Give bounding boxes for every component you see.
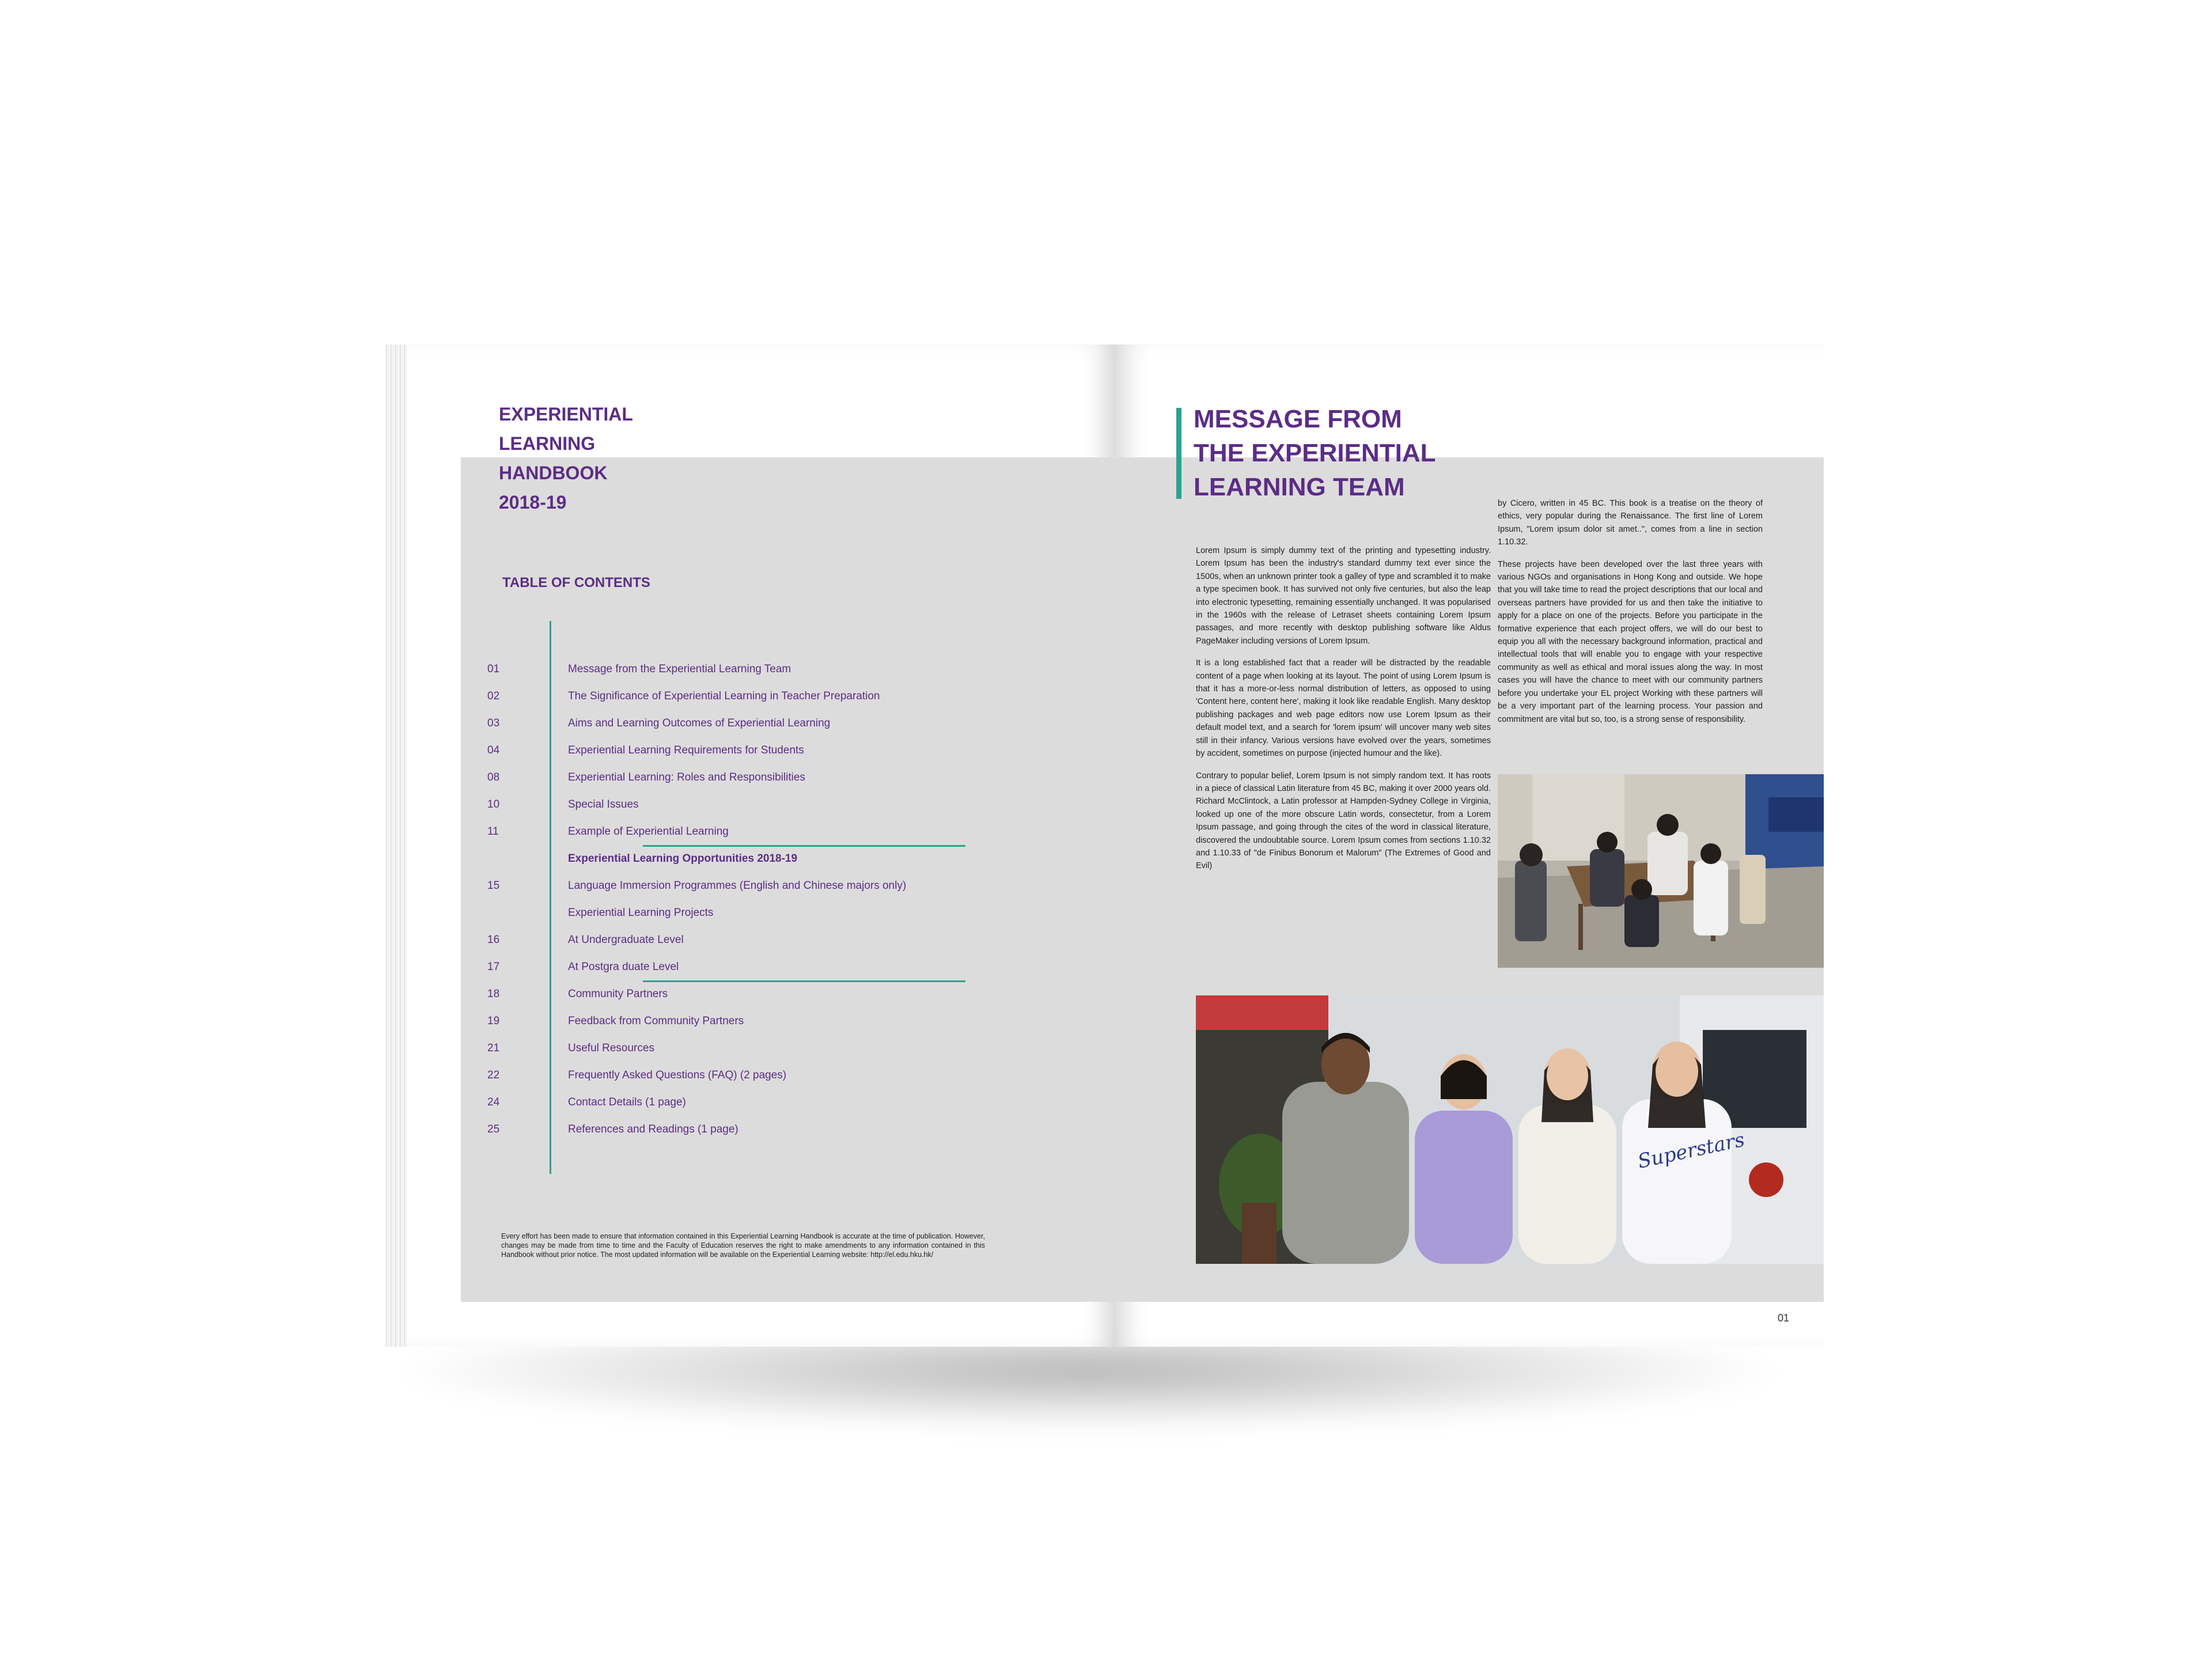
toc-entry[interactable] xyxy=(487,980,891,1007)
toc-entry[interactable] xyxy=(487,899,891,926)
toc-entry[interactable] xyxy=(487,764,891,791)
body-paragraph: Lorem Ipsum is simply dummy text of the printing and typesetting industry. Lorem Ipsum has been the industry's standard dummy text ever since the 1500s, when an unknown printer took a galley of type and scrambled it to make a type specimen book. It has survived not only five centuries, but also the leap into electronic typesetting, remaining essentially unchanged. It was popularised in the 1960s with the release of Letraset sheets containing Lorem Ipsum passages, and more recently with desktop publishing software like Aldus PageMaker including versions of Lorem Ipsum. xyxy=(1196,546,1491,646)
body-paragraph: It is a long established fact that a reader will be distracted by the readable content of a page when looking at its layout. The point of using Lorem Ipsum is that it has a more-or-less normal distribution of letters, as opposed to using 'Content here, content here', making it look like readable English. Many desktop publishing packages and web page editors now use Lorem Ipsum as their default model text, and a search for 'lorem ipsum' will uncover many web sites still in their infancy. Various versions have evolved over the years, sometimes by accident, sometimes on purpose (injected humour and the like). xyxy=(1196,658,1491,759)
toc-page-number: 08 xyxy=(487,771,500,783)
toc-page-number: 19 xyxy=(487,1015,500,1027)
toc-entry-title: Useful Resources xyxy=(568,1042,654,1054)
toc-entry-title: Experiential Learning Projects xyxy=(568,907,714,919)
toc-page-number: 15 xyxy=(487,880,500,892)
toc-entry-title: Contact Details (1 page) xyxy=(568,1096,686,1108)
toc-entry-title: Experiential Learning Opportunities 2018-19 xyxy=(568,853,798,865)
toc-entry[interactable] xyxy=(487,926,891,953)
toc-entry-title: Example of Experiential Learning xyxy=(568,825,729,838)
handbook-title-line: 2018-19 xyxy=(499,492,567,513)
message-title-line: THE EXPERIENTIAL xyxy=(1194,439,1436,467)
message-title xyxy=(1194,402,1493,504)
body-column-2 xyxy=(1498,497,1763,735)
toc-entry-title: Special Issues xyxy=(568,798,639,810)
svg-text:Superstars: Superstars xyxy=(1635,1128,1747,1173)
toc-entry[interactable] xyxy=(487,818,891,845)
toc-entry[interactable] xyxy=(487,1007,891,1035)
toc-entry-title: Experiential Learning Requirements for Students xyxy=(568,744,804,756)
handbook-title xyxy=(499,400,729,517)
toc-page-number: 11 xyxy=(487,825,499,838)
handbook-title-line: HANDBOOK xyxy=(499,463,608,483)
toc-page-number: 18 xyxy=(487,988,500,1000)
toc-entry[interactable] xyxy=(487,953,891,980)
toc-page-number: 21 xyxy=(487,1042,500,1054)
toc-entry[interactable] xyxy=(487,710,891,737)
page-number: 01 xyxy=(1778,1312,1790,1324)
toc-page-number: 17 xyxy=(487,961,500,973)
toc-page-number: 02 xyxy=(487,690,500,702)
handbook-title-line: LEARNING xyxy=(499,433,596,454)
message-title-line: MESSAGE FROM xyxy=(1194,405,1402,433)
right-page xyxy=(1115,344,1824,1347)
toc-page-number: 01 xyxy=(487,663,500,675)
toc-entry[interactable] xyxy=(487,1116,891,1143)
toc-page-number: 04 xyxy=(487,744,500,756)
body-paragraph: Contrary to popular belief, Lorem Ipsum is not simply random text. It has roots in a piece of classical Latin literature from 45 BC, making it over 2000 years old. Richard McClintock, a Latin professor at Hampden-Sydney College in Virginia, looked up one of the more obscure Latin words, consectetur, from a Lorem Ipsum passage, and going through the cites of the word in classical literature, discovered the undoubtable source. Lorem Ipsum comes from sections 1.10.32 and 1.10.33 of "de Finibus Bonorum et Malorum" (The Extremes of Good and Evil) xyxy=(1196,771,1491,871)
toc-entry-title: The Significance of Experiential Learning in Teacher Preparation xyxy=(568,690,880,702)
toc-entry-title: Community Partners xyxy=(568,988,668,1000)
toc-entry[interactable] xyxy=(487,737,891,764)
toc-entry[interactable] xyxy=(487,1062,891,1089)
page-edges xyxy=(386,344,409,1347)
group-photo xyxy=(1196,995,1824,1264)
toc-entry[interactable] xyxy=(487,791,891,818)
classroom-photo xyxy=(1498,774,1824,968)
toc-entry-title: Experiential Learning: Roles and Responsibilities xyxy=(568,771,805,783)
toc-section-heading[interactable] xyxy=(487,845,891,872)
toc-entry-title: At Undergraduate Level xyxy=(568,934,684,946)
body-column-1 xyxy=(1196,544,1491,882)
toc-entry-title: References and Readings (1 page) xyxy=(568,1123,738,1135)
toc-page-number: 10 xyxy=(487,798,500,810)
toc-entry-title: Message from the Experiential Learning Team xyxy=(568,663,791,675)
toc-entry-title: At Postgra duate Level xyxy=(568,961,679,973)
toc-page-number: 03 xyxy=(487,717,500,729)
left-page xyxy=(407,344,1115,1347)
toc-heading: TABLE OF CONTENTS xyxy=(502,575,650,590)
toc-entry[interactable] xyxy=(487,872,907,899)
toc-entry-title: Language Immersion Programmes (English and Chinese majors only) xyxy=(568,880,907,892)
message-title-line: LEARNING TEAM xyxy=(1194,473,1405,501)
body-paragraph: These projects have been developed over the last three years with various NGOs and organisations in Hong Kong and outside. We hope that you will take time to read the project descriptions that our local and overseas partners have provided for us and then take the initiative to apply for a place on one of the projects. Before you participate in the formative experience that each project offers, we will do our best to equip you all with the necessary background information, practical and intellectual tools that will enable you to engage with your respective community as well as ethical and moral issues along the way. In most cases you will have the chance to meet with our community partners before you undertake your EL project Working with these partners will be a very important part of the learning process. Your passion and commitment are vital but so, too, is a strong sense of responsibility. xyxy=(1498,559,1763,724)
title-accent-bar xyxy=(1176,408,1181,499)
toc-entry[interactable] xyxy=(487,656,891,683)
toc-page-number: 25 xyxy=(487,1123,500,1135)
toc-entry[interactable] xyxy=(487,1035,891,1062)
toc-entry-title: Aims and Learning Outcomes of Experiential Learning xyxy=(568,717,831,729)
toc-entry[interactable] xyxy=(487,683,891,710)
toc-page-number: 22 xyxy=(487,1069,500,1081)
toc-entry[interactable] xyxy=(487,1089,891,1116)
disclaimer: Every effort has been made to ensure that information contained in this Experiential Learning Handbook is accurate at the time of publication. However, changes may be made from time to time and the Faculty of Education reserves the right to make amendments to any information contained in this Handbook without prior notice. The most updated information will be available on the Experiential Learning website: http://el.edu.hku.hk/ xyxy=(501,1232,985,1259)
toc-page-number: 16 xyxy=(487,934,500,946)
toc-entry-title: Frequently Asked Questions (FAQ) (2 pages) xyxy=(568,1069,787,1081)
body-paragraph: by Cicero, written in 45 BC. This book is a treatise on the theory of ethics, very popular during the Renaissance. The first line of Lorem Ipsum, "Lorem ipsum dolor sit amet..", comes from a line in section 1.10.32. xyxy=(1498,499,1763,547)
handbook-title-line: EXPERIENTIAL xyxy=(499,404,633,425)
toc-page-number: 24 xyxy=(487,1096,500,1108)
toc-entry-title: Feedback from Community Partners xyxy=(568,1015,744,1027)
